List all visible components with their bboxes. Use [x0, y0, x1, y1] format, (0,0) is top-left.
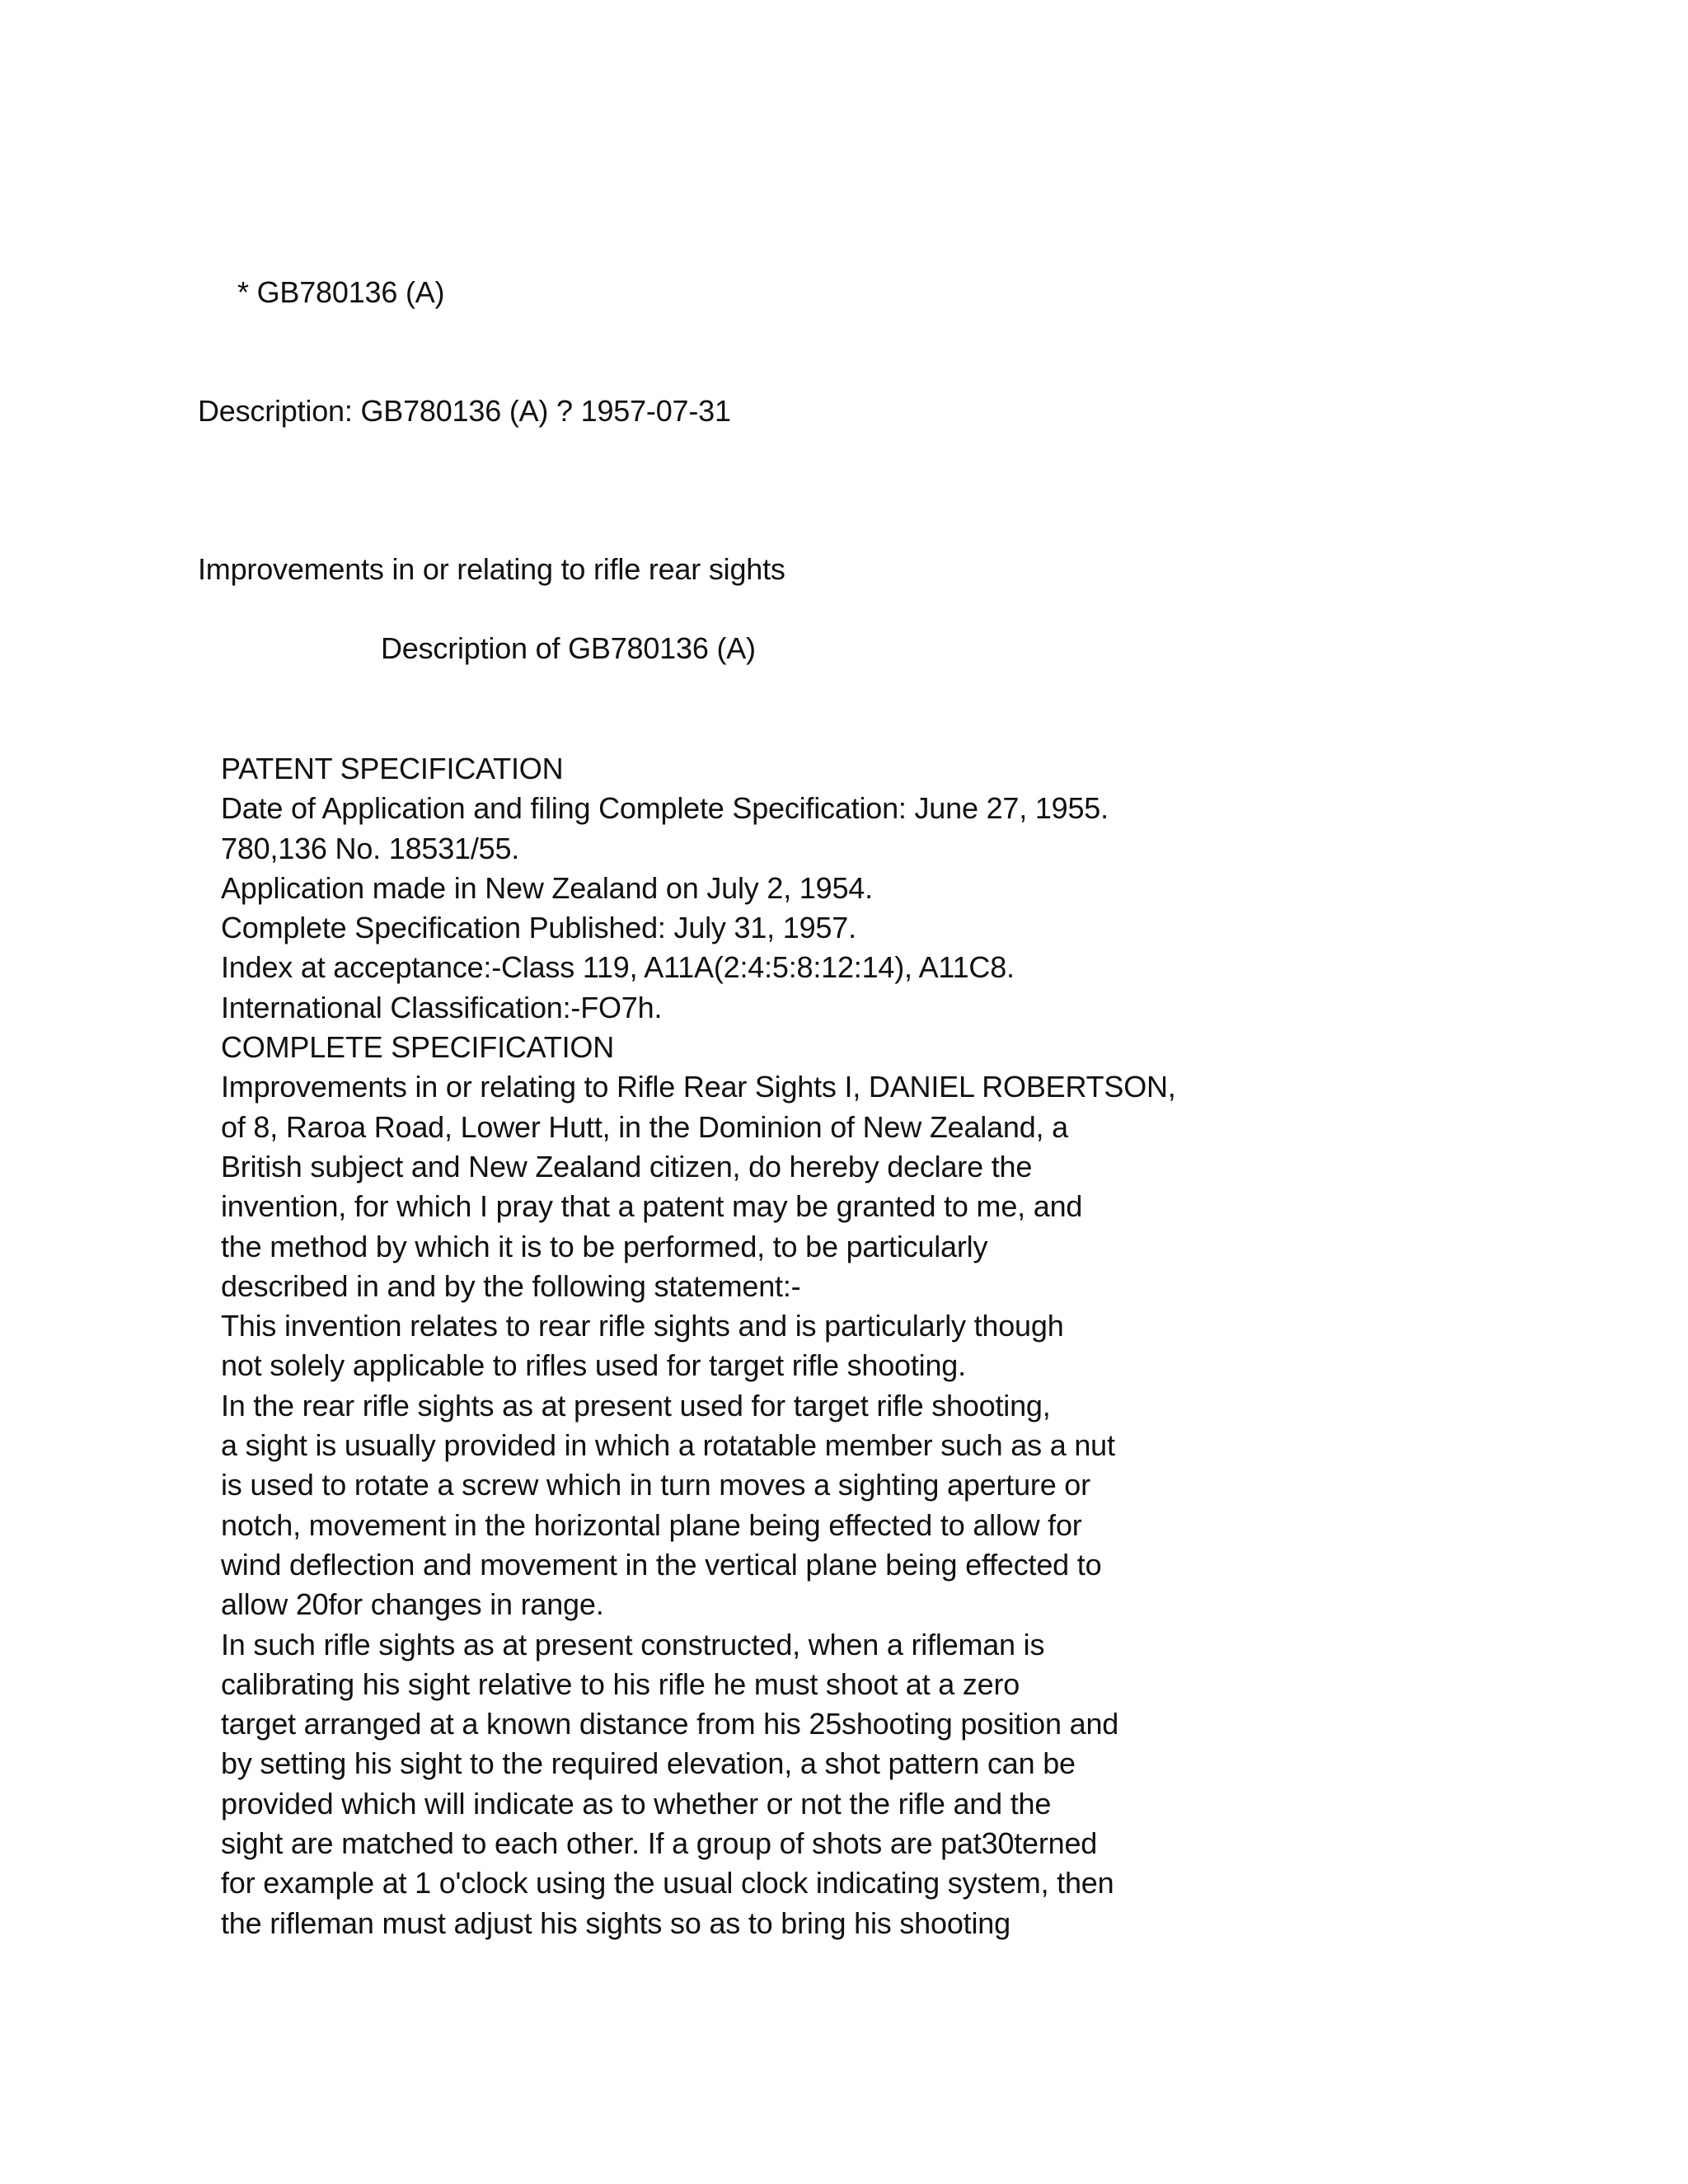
body-line: sight are matched to each other. If a group of shots are pat30terned	[221, 1826, 1098, 1861]
body-line: This invention relates to rear rifle sights and is particularly though	[221, 1309, 1064, 1343]
body-line: In such rifle sights as at present constructed, when a rifleman is	[221, 1627, 1045, 1661]
body-line: 780,136 No. 18531/55.	[221, 831, 520, 865]
body-line: is used to rotate a screw which in turn moves a sighting aperture or	[221, 1468, 1090, 1502]
body-line: British subject and New Zealand citizen, do hereby declare the	[221, 1149, 1033, 1183]
body-line: wind deflection and movement in the vertical plane being effected to	[221, 1547, 1102, 1582]
body-line: target arranged at a known distance from his 25shooting position and	[221, 1707, 1119, 1741]
body-line: Index at acceptance:-Class 119, A11A(2:4:5:8:12:14), A11C8.	[221, 950, 1015, 985]
body-line: for example at 1 o'clock using the usual clock indicating system, then	[221, 1866, 1114, 1900]
body-line: International Classification:-FO7h.	[221, 990, 663, 1024]
description-subtitle: Description of GB780136 (A)	[381, 631, 756, 665]
body-line: the method by which it is to be performed, to be particularly	[221, 1229, 988, 1263]
body-line: COMPLETE SPECIFICATION	[221, 1030, 614, 1065]
body-line: provided which will indicate as to whether or not the rifle and the	[221, 1786, 1052, 1821]
description-heading: Description: GB780136 (A) ? 1957-07-31	[198, 394, 731, 428]
body-line: Date of Application and filing Complete Specification: June 27, 1955.	[221, 791, 1109, 826]
body-line: allow 20for changes in range.	[221, 1587, 604, 1622]
document-reference: * GB780136 (A)	[237, 275, 445, 309]
body-line: a sight is usually provided in which a rotatable member such as a nut	[221, 1428, 1115, 1463]
document-title: Improvements in or relating to rifle rear sights	[198, 552, 785, 586]
body-line: notch, movement in the horizontal plane being effected to allow for	[221, 1507, 1082, 1542]
body-line: Improvements in or relating to Rifle Rear Sights I, DANIEL ROBERTSON,	[221, 1070, 1176, 1104]
body-line: PATENT SPECIFICATION	[221, 752, 564, 785]
body-line: calibrating his sight relative to his rifle he must shoot at a zero	[221, 1666, 1020, 1701]
body-line: invention, for which I pray that a patent may be granted to me, and	[221, 1189, 1083, 1224]
body-line: In the rear rifle sights as at present used for target rifle shooting,	[221, 1388, 1051, 1422]
specification-body	[221, 749, 1176, 1943]
body-line: described in and by the following statement:-	[221, 1268, 801, 1303]
body-line: of 8, Raroa Road, Lower Hutt, in the Dominion of New Zealand, a	[221, 1109, 1068, 1144]
body-line: not solely applicable to rifles used for target rifle shooting.	[221, 1348, 966, 1383]
body-line: Application made in New Zealand on July 2, 1954.	[221, 870, 873, 905]
body-line: by setting his sight to the required elevation, a shot pattern can be	[221, 1746, 1076, 1781]
body-line: the rifleman must adjust his sights so as to bring his shooting	[221, 1905, 1010, 1940]
body-line: Complete Specification Published: July 31, 1957.	[221, 911, 856, 945]
